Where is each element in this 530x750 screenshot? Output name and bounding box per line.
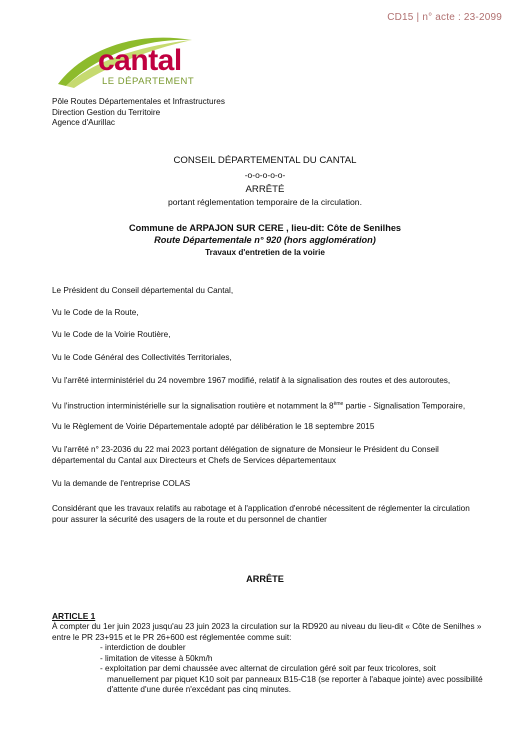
president-line: Le Président du Conseil départemental du Cantal, — [52, 286, 234, 295]
org-line-pole: Pôle Routes Départementales et Infrastructures — [52, 97, 225, 106]
ordinal-suffix: ème — [333, 401, 344, 407]
vu-instruction — [52, 399, 492, 412]
vu-instruction-text-end: partie - Signalisation Temporaire, — [343, 401, 466, 411]
article-1-heading: ARTICLE 1 — [52, 611, 96, 621]
considerant — [52, 504, 492, 525]
considerant-line-2: pour assurer la sécurité des usagers de la route et du personnel de chantier — [52, 514, 327, 524]
organization-block — [52, 97, 225, 129]
document-reference: CD15 | n° acte : 23-2099 — [387, 12, 502, 23]
vu-demande: Vu la demande de l'entreprise COLAS — [52, 479, 191, 488]
org-line-agence: Agence d'Aurillac — [52, 118, 116, 127]
vu-cgct: Vu le Code Général des Collectivités Territoriales, — [52, 353, 232, 362]
vu-delegation — [52, 445, 492, 466]
list-item: - interdiction de doubler — [100, 643, 186, 652]
commune-line: Commune de ARPAJON SUR CERE , lieu-dit: Côte de Senilhes — [128, 223, 402, 233]
org-line-direction: Direction Gestion du Territoire — [52, 107, 161, 117]
vu-code-voirie: Vu le Code de la Voirie Routière, — [52, 330, 171, 339]
arrete-subtitle: portant réglementation temporaire de la circulation. — [168, 197, 362, 207]
decision-title: ARRÊTE — [246, 574, 284, 584]
vu-reglement: Vu le Règlement de Voirie Départementale adopté par délibération le 18 septembre 2015 — [52, 422, 375, 431]
vu-arrete-1967: Vu l'arrêté interministériel du 24 novembre 1967 modifié, relatif à la signalisation des routes et des autoroutes, — [52, 376, 451, 385]
list-item: - exploitation par demi chaussée avec alternat de circulation géré soit par feux tricolores, soit — [100, 664, 436, 673]
list-item-continuation: d'attente d'une durée n'excédant pas cinq minutes. — [107, 685, 292, 694]
vu-delegation-line-1: Vu l'arrêté n° 23-2036 du 22 mai 2023 portant délégation de signature de Monsieur le Président du Conseil — [52, 445, 439, 454]
list-item-continuation: manuellement par piquet K10 soit par panneaux B15-C18 (se reporter à l'abaque jointe) avec possibilité — [107, 674, 483, 684]
list-item: - limitation de vitesse à 50km/h — [100, 653, 213, 663]
arrete-title: ARRÊTÉ — [245, 184, 285, 195]
council-heading: CONSEIL DÉPARTEMENTAL DU CANTAL — [173, 155, 357, 166]
vu-delegation-line-2: départemental du Cantal aux Directeurs et Chefs de Services départementaux — [52, 455, 336, 465]
logo-wordmark: cantal — [98, 44, 182, 77]
logo-subtitle: LE DÉPARTEMENT — [102, 76, 195, 87]
considerant-line-1: Considérant que les travaux relatifs au rabotage et à l'application d'enrobé nécessitent de réglementer la circulation — [52, 504, 470, 513]
article-1-body — [52, 622, 497, 696]
vu-code-route: Vu le Code de la Route, — [52, 308, 139, 317]
travaux-line: Travaux d'entretien de la voirie — [205, 248, 325, 257]
article-1-line-1: À compter du 1er juin 2023 jusqu'au 23 juin 2023 la circulation sur la RD920 au niveau du lieu-dit « Côte de Senilhes » — [52, 622, 482, 631]
route-line: Route Départementale n° 920 (hors agglomération) — [154, 235, 376, 245]
vu-instruction-text: Vu l'instruction interministérielle sur la signalisation routière et notamment la 8 — [52, 401, 334, 411]
separator: -o-o-o-o-o- — [244, 170, 286, 180]
article-1-line-2: entre le PR 23+915 et le PR 26+600 est réglementée comme suit: — [52, 632, 292, 642]
